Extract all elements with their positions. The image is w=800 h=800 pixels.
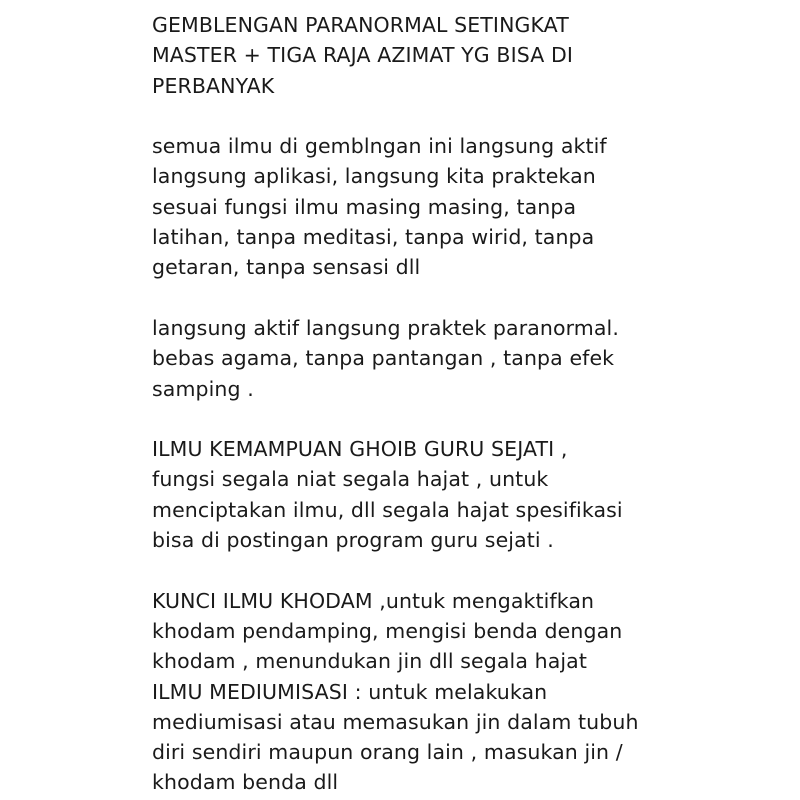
text-line: khodam pendamping, mengisi benda dengan <box>152 618 623 643</box>
paragraph-intro <box>152 131 672 282</box>
text-line: diri sendiri maupun orang lain , masukan jin / <box>152 740 623 765</box>
text-line: semua ilmu di gemblngan ini langsung aktif <box>152 134 607 159</box>
text-line: bebas agama, tanpa pantangan , tanpa efek <box>152 346 615 371</box>
text-line: GEMBLENGAN PARANORMAL SETINGKAT <box>152 13 569 37</box>
text-line: mediumisasi atau memasukan jin dalam tubuh <box>152 709 639 734</box>
paragraph-title <box>152 10 672 101</box>
text-line: khodam benda dll <box>152 770 339 795</box>
text-line: menciptakan ilmu, dll segala hajat spesifikasi <box>152 497 623 522</box>
text-line: bisa di postingan program guru sejati . <box>152 528 554 553</box>
text-line: latihan, tanpa meditasi, tanpa wirid, tanpa <box>152 225 595 250</box>
text-line: ILMU KEMAMPUAN GHOIB GURU SEJATI , <box>152 437 568 462</box>
text-line: ILMU MEDIUMISASI : untuk melakukan <box>152 679 548 704</box>
text-line: getaran, tanpa sensasi dll <box>152 255 421 280</box>
text-line: KUNCI ILMU KHODAM ,untuk mengaktifkan <box>152 588 595 613</box>
text-line: langsung aktif langsung praktek paranormal. <box>152 315 619 340</box>
paragraph-active <box>152 313 672 404</box>
paragraph-guru-sejati <box>152 434 672 555</box>
text-line: sesuai fungsi ilmu masing masing, tanpa <box>152 194 577 219</box>
text-line: MASTER + TIGA RAJA AZIMAT YG BISA DI <box>152 43 573 68</box>
text-line: samping . <box>152 376 254 401</box>
text-line: PERBANYAK <box>152 73 275 98</box>
document-text <box>152 10 672 798</box>
text-line: langsung aplikasi, langsung kita praktekan <box>152 164 596 189</box>
paragraph-khodam <box>152 586 672 798</box>
text-line: fungsi segala niat segala hajat , untuk <box>152 467 549 492</box>
text-line: khodam , menundukan jin dll segala hajat <box>152 649 587 674</box>
